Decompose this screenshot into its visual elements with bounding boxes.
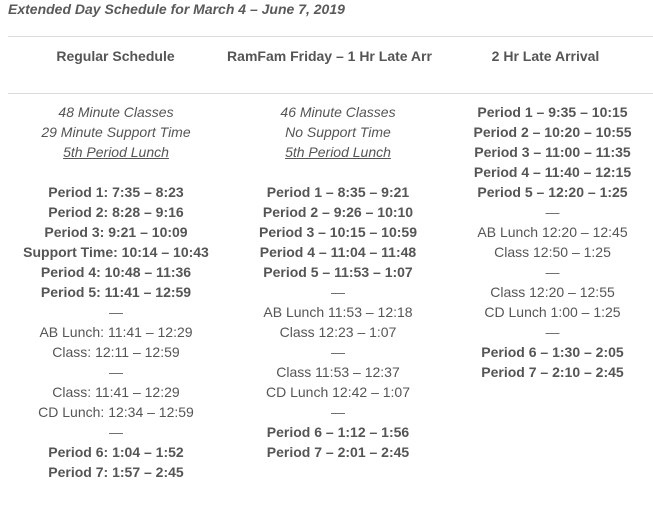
lunch-class-time: Class 12:23 – 1:07 [279,324,397,340]
column-ramfam-friday [224,102,452,482]
lunch-class-time: CD Lunch: 12:34 – 12:59 [38,404,194,420]
period-time: Period 6 – 1:30 – 2:05 [481,344,624,360]
period-time: Period 3 – 10:15 – 10:59 [259,224,417,240]
schedule-table [8,36,653,482]
period-time: Period 6: 1:04 – 1:52 [48,444,184,460]
separator-dash: — [109,424,123,440]
lunch-class-time: CD Lunch 12:42 – 1:07 [266,384,410,400]
blank-line [224,162,452,182]
column-header-ramfam-friday: RamFam Friday – 1 Hr Late Arr [227,48,432,64]
period-time: Support Time: 10:14 – 10:43 [23,244,209,260]
schedule-note: No Support Time [285,124,391,140]
period-time: Period 2: 8:28 – 9:16 [48,204,184,220]
separator-dash: — [545,264,560,280]
lunch-class-time: Class: 11:41 – 12:29 [52,384,180,400]
lunch-class-time: AB Lunch: 11:41 – 12:29 [39,324,193,340]
schedule-note: 48 Minute Classes [58,104,174,120]
lunch-class-time: Class: 12:11 – 12:59 [52,344,180,360]
period-time: Period 7 – 2:01 – 2:45 [266,444,410,460]
page-title: Extended Day Schedule for March 4 – June 7, 2019 [8,1,345,17]
separator-dash: — [545,324,560,340]
table-body-row [8,94,653,482]
separator-dash: — [331,344,345,360]
table-header-row [8,37,653,94]
lunch-class-time: AB Lunch 12:20 – 12:45 [477,224,628,240]
period-time: Period 2 – 9:26 – 10:10 [262,204,414,220]
separator-dash: — [331,284,345,300]
column-header-2hr-late-arrival: 2 Hr Late Arrival [491,48,600,64]
period-time: Period 5 – 11:53 – 1:07 [263,264,413,280]
schedule-note: 5th Period Lunch [285,144,391,160]
period-time: Period 4 – 11:40 – 12:15 [473,164,632,180]
separator-dash: — [545,204,560,220]
period-time: Period 3 – 11:00 – 11:35 [474,144,631,160]
lunch-class-time: CD Lunch 1:00 – 1:25 [484,304,621,320]
period-time: Period 7 – 2:10 – 2:45 [481,364,624,380]
column-2hr-late-arrival [452,102,653,482]
period-time: Period 4 – 11:04 – 11:48 [259,244,417,260]
column-regular-schedule [8,102,224,482]
lunch-class-time: Class 11:53 – 12:37 [276,364,400,380]
period-time: Period 6 – 1:12 – 1:56 [266,424,410,440]
period-time: Period 5 – 12:20 – 1:25 [477,184,628,200]
period-time: Period 1 – 8:35 – 9:21 [266,184,410,200]
period-time: Period 1 – 9:35 – 10:15 [477,104,628,120]
period-time: Period 4: 10:48 – 11:36 [40,264,192,280]
schedule-note: 46 Minute Classes [280,104,396,120]
schedule-note: 29 Minute Support Time [41,124,191,140]
period-time: Period 7: 1:57 – 2:45 [48,464,184,480]
separator-dash: — [109,304,123,320]
period-time: Period 2 – 10:20 – 10:55 [473,124,632,140]
separator-dash: — [109,364,123,380]
lunch-class-time: Class 12:50 – 1:25 [494,244,611,260]
period-time: Period 5: 11:41 – 12:59 [40,284,192,300]
separator-dash: — [331,404,345,420]
blank-line [8,162,224,182]
lunch-class-time: AB Lunch 11:53 – 12:18 [263,304,413,320]
period-time: Period 1: 7:35 – 8:23 [48,184,184,200]
period-time: Period 3: 9:21 – 10:09 [44,224,188,240]
lunch-class-time: Class 12:20 – 12:55 [490,284,615,300]
schedule-note: 5th Period Lunch [63,144,169,160]
column-header-regular-schedule: Regular Schedule [56,48,175,64]
